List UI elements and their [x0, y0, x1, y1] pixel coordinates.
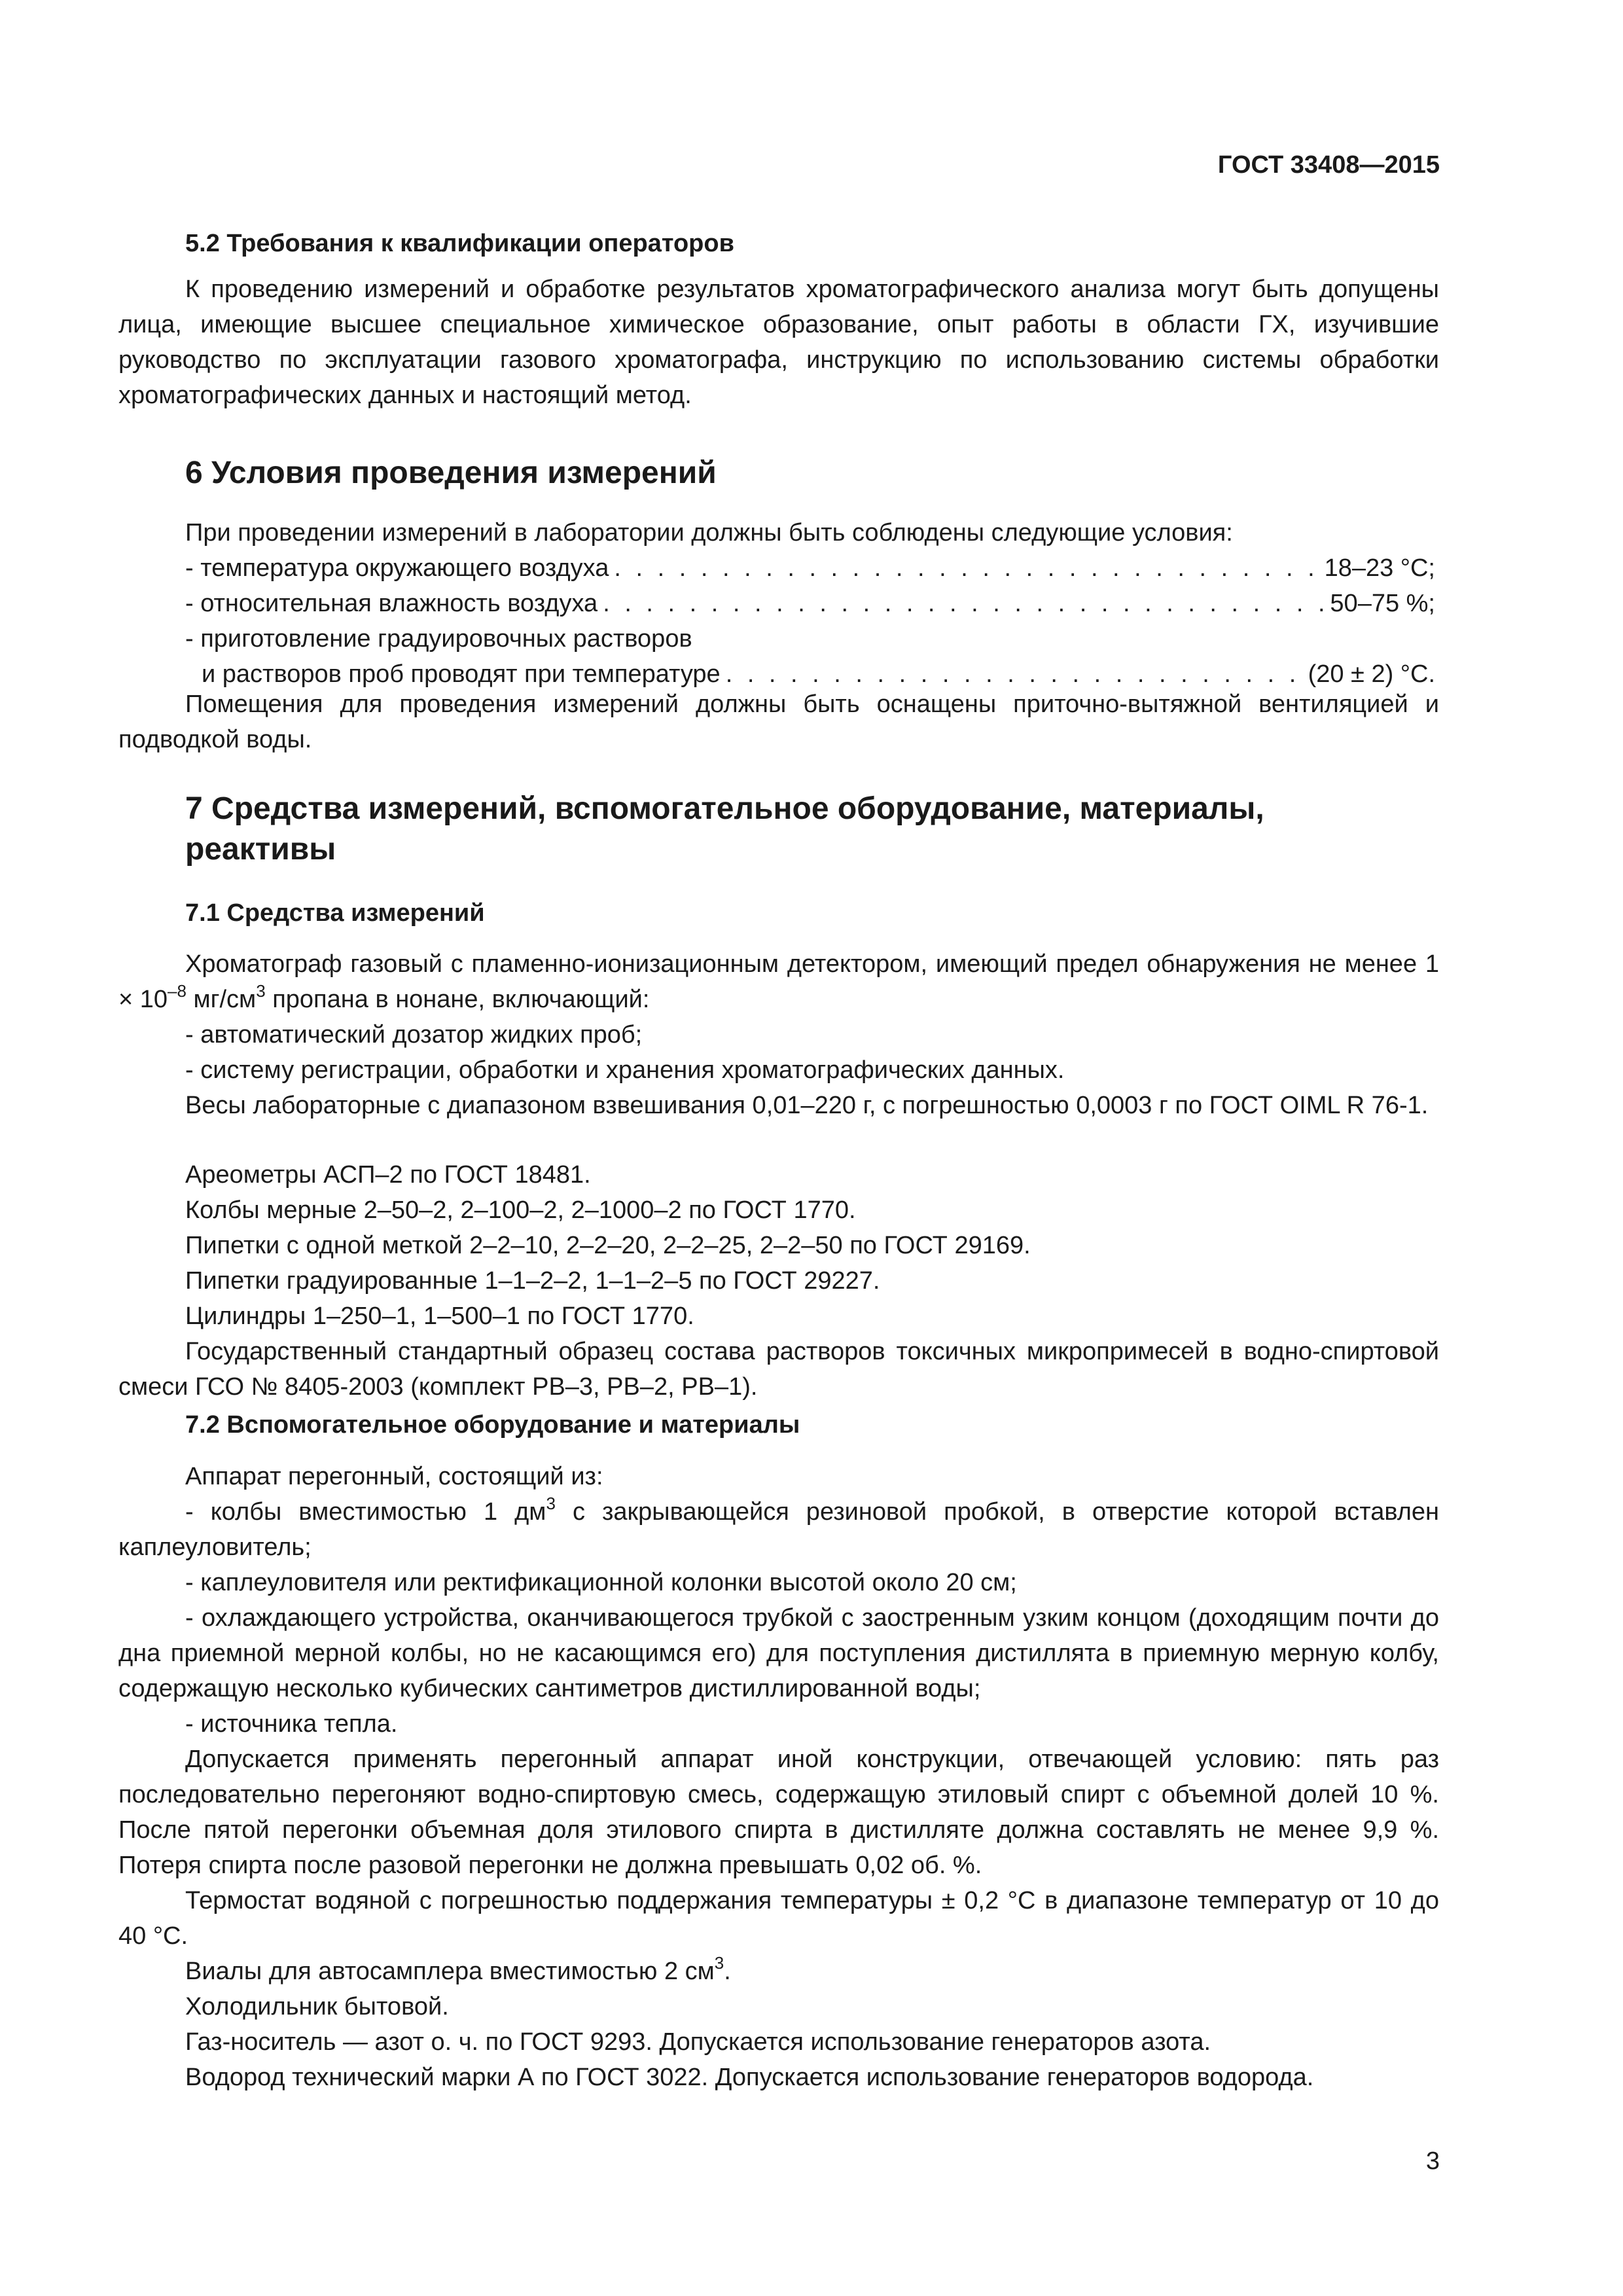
- balance-text: Весы лабораторные с диапазоном взвешивания 0,01–220 г, с погрешностью 0,0003 г по ГОСТ OIML R 76-1.: [185, 1092, 1429, 1119]
- vials-text: Виалы для автосамплера вместимостью 2 $см^3$.: [185, 1953, 731, 1985]
- pipettes-graduated-text: Пипетки градуированные 1–1–2–2, 1–1–2–5 по ГОСТ 29227.: [185, 1267, 880, 1295]
- allowed-apparatus-text: Допускается применять перегонный аппарат иной конструкции, отвечающей условию: пять раз последовательно перегоняют водно-спиртовую смесь, содержащую этиловый спирт с объемной долей 10 %. После пятой перегонки объемная доля этилового спирта в дистилляте должна составлять не менее 9,9 %. Потеря спирта после разовой перегонки не должна превышать 0,02 об. %.: [118, 1746, 1439, 1879]
- list-item: - систему регистрации, обработки и хранения хроматографических данных.: [185, 1056, 1065, 1084]
- condition-label: - относительная влажность воздуха: [185, 590, 598, 617]
- thermostat-text: Термостат водяной с погрешностью поддержания температуры ± 0,2 °С в диапазоне температур от 10 до 40 °С.: [118, 1887, 1439, 1950]
- conditions-intro: При проведении измерений в лаборатории должны быть соблюдены следующие условия:: [185, 519, 1233, 547]
- section-7-title-line1: 7 Средства измерений, вспомогательное оборудование, материалы,: [185, 791, 1264, 826]
- apparatus-text: Аппарат перегонный, состоящий из:: [185, 1463, 603, 1490]
- section-7-2-title: 7.2 Вспомогательное оборудование и материалы: [185, 1411, 800, 1439]
- gso-text: Государственный стандартный образец состава растворов токсичных микропримесей в водно-спиртовой смеси ГСО № 8405-2003 (комплект РВ–3, РВ–2, РВ–1).: [118, 1338, 1439, 1401]
- condition-value: 18–23 °С;: [1324, 554, 1435, 582]
- list-item: - каплеуловителя или ректификационной колонки высотой около 20 см;: [185, 1569, 1017, 1596]
- condition-value: (20 ± 2) °С.: [1308, 660, 1435, 688]
- section-7-1-title: 7.1 Средства измерений: [185, 899, 485, 927]
- condition-preparation-line1: - приготовление градуировочных растворов: [185, 625, 692, 653]
- list-item: - охлаждающего устройства, оканчивающегося трубкой с заостренным узким концом (доходящим почти до дна приемной мерной колбы, но не касающимся его) для поступления дистиллята в приемную мерную колбу, содержащую несколько кубических сантиметров дистиллированной воды;: [118, 1604, 1439, 1702]
- section-5-2-title: 5.2 Требования к квалификации операторов: [185, 230, 734, 257]
- standard-designation: ГОСТ 33408—2015: [1217, 151, 1440, 179]
- condition-value: 50–75 %;: [1330, 590, 1435, 617]
- hydrogen-text: Водород технический марки А по ГОСТ 3022. Допускается использование генераторов водорода.: [185, 2064, 1314, 2091]
- section-6-title: 6 Условия проведения измерений: [185, 456, 717, 490]
- fridge-text: Холодильник бытовой.: [185, 1993, 449, 2020]
- rooms-requirement: Помещения для проведения измерений должны быть оснащены приточно-вытяжной вентиляцией и подводкой воды.: [118, 691, 1439, 753]
- list-item: - колбы вместимостью 1 $дм^3$ с закрывающейся резиновой пробкой, в отверстие которой вставлен каплеуловитель;: [118, 1494, 1439, 1561]
- list-item: - источника тепла.: [185, 1710, 398, 1738]
- page-number: 3: [1425, 2147, 1440, 2175]
- carrier-gas-text: Газ-носитель — азот о. ч. по ГОСТ 9293. Допускается использование генераторов азота.: [185, 2028, 1211, 2056]
- areometers-text: Ареометры АСП–2 по ГОСТ 18481.: [185, 1161, 591, 1189]
- leader-dots: [603, 586, 1325, 621]
- section-5-2-text: К проведению измерений и обработке результатов хроматографического анализа могут быть допущены лица, имеющие высшее специальное химическое образование, опыт работы в области ГХ, изучившие руководство по эксплуатации газового хроматографа, инструкцию по использованию системы обработки хроматографических данных и настоящий метод.: [118, 276, 1439, 409]
- section-7-title-line2: реактивы: [185, 832, 336, 867]
- leader-dots: [614, 550, 1319, 586]
- condition-label: и растворов проб проводят при температуре: [202, 660, 721, 688]
- pipettes-one-mark-text: Пипетки с одной меткой 2–2–10, 2–2–20, 2–2–25, 2–2–50 по ГОСТ 29169.: [185, 1232, 1031, 1259]
- flasks-text: Колбы мерные 2–50–2, 2–100–2, 2–1000–2 по ГОСТ 1770.: [185, 1196, 856, 1224]
- condition-humidity: [185, 586, 1435, 621]
- condition-temperature: [185, 550, 1435, 586]
- chromatograph-text: Хроматограф газовый с пламенно-ионизационным детектором, имеющий предел обнаружения не менее $1 \times 10^{-8}$ $мг/см^3$ пропана в нонане, включающий:: [118, 950, 1439, 1013]
- cylinders-text: Цилиндры 1–250–1, 1–500–1 по ГОСТ 1770.: [185, 1302, 694, 1330]
- list-item: - автоматический дозатор жидких проб;: [185, 1021, 643, 1049]
- condition-label: - температура окружающего воздуха: [185, 554, 609, 582]
